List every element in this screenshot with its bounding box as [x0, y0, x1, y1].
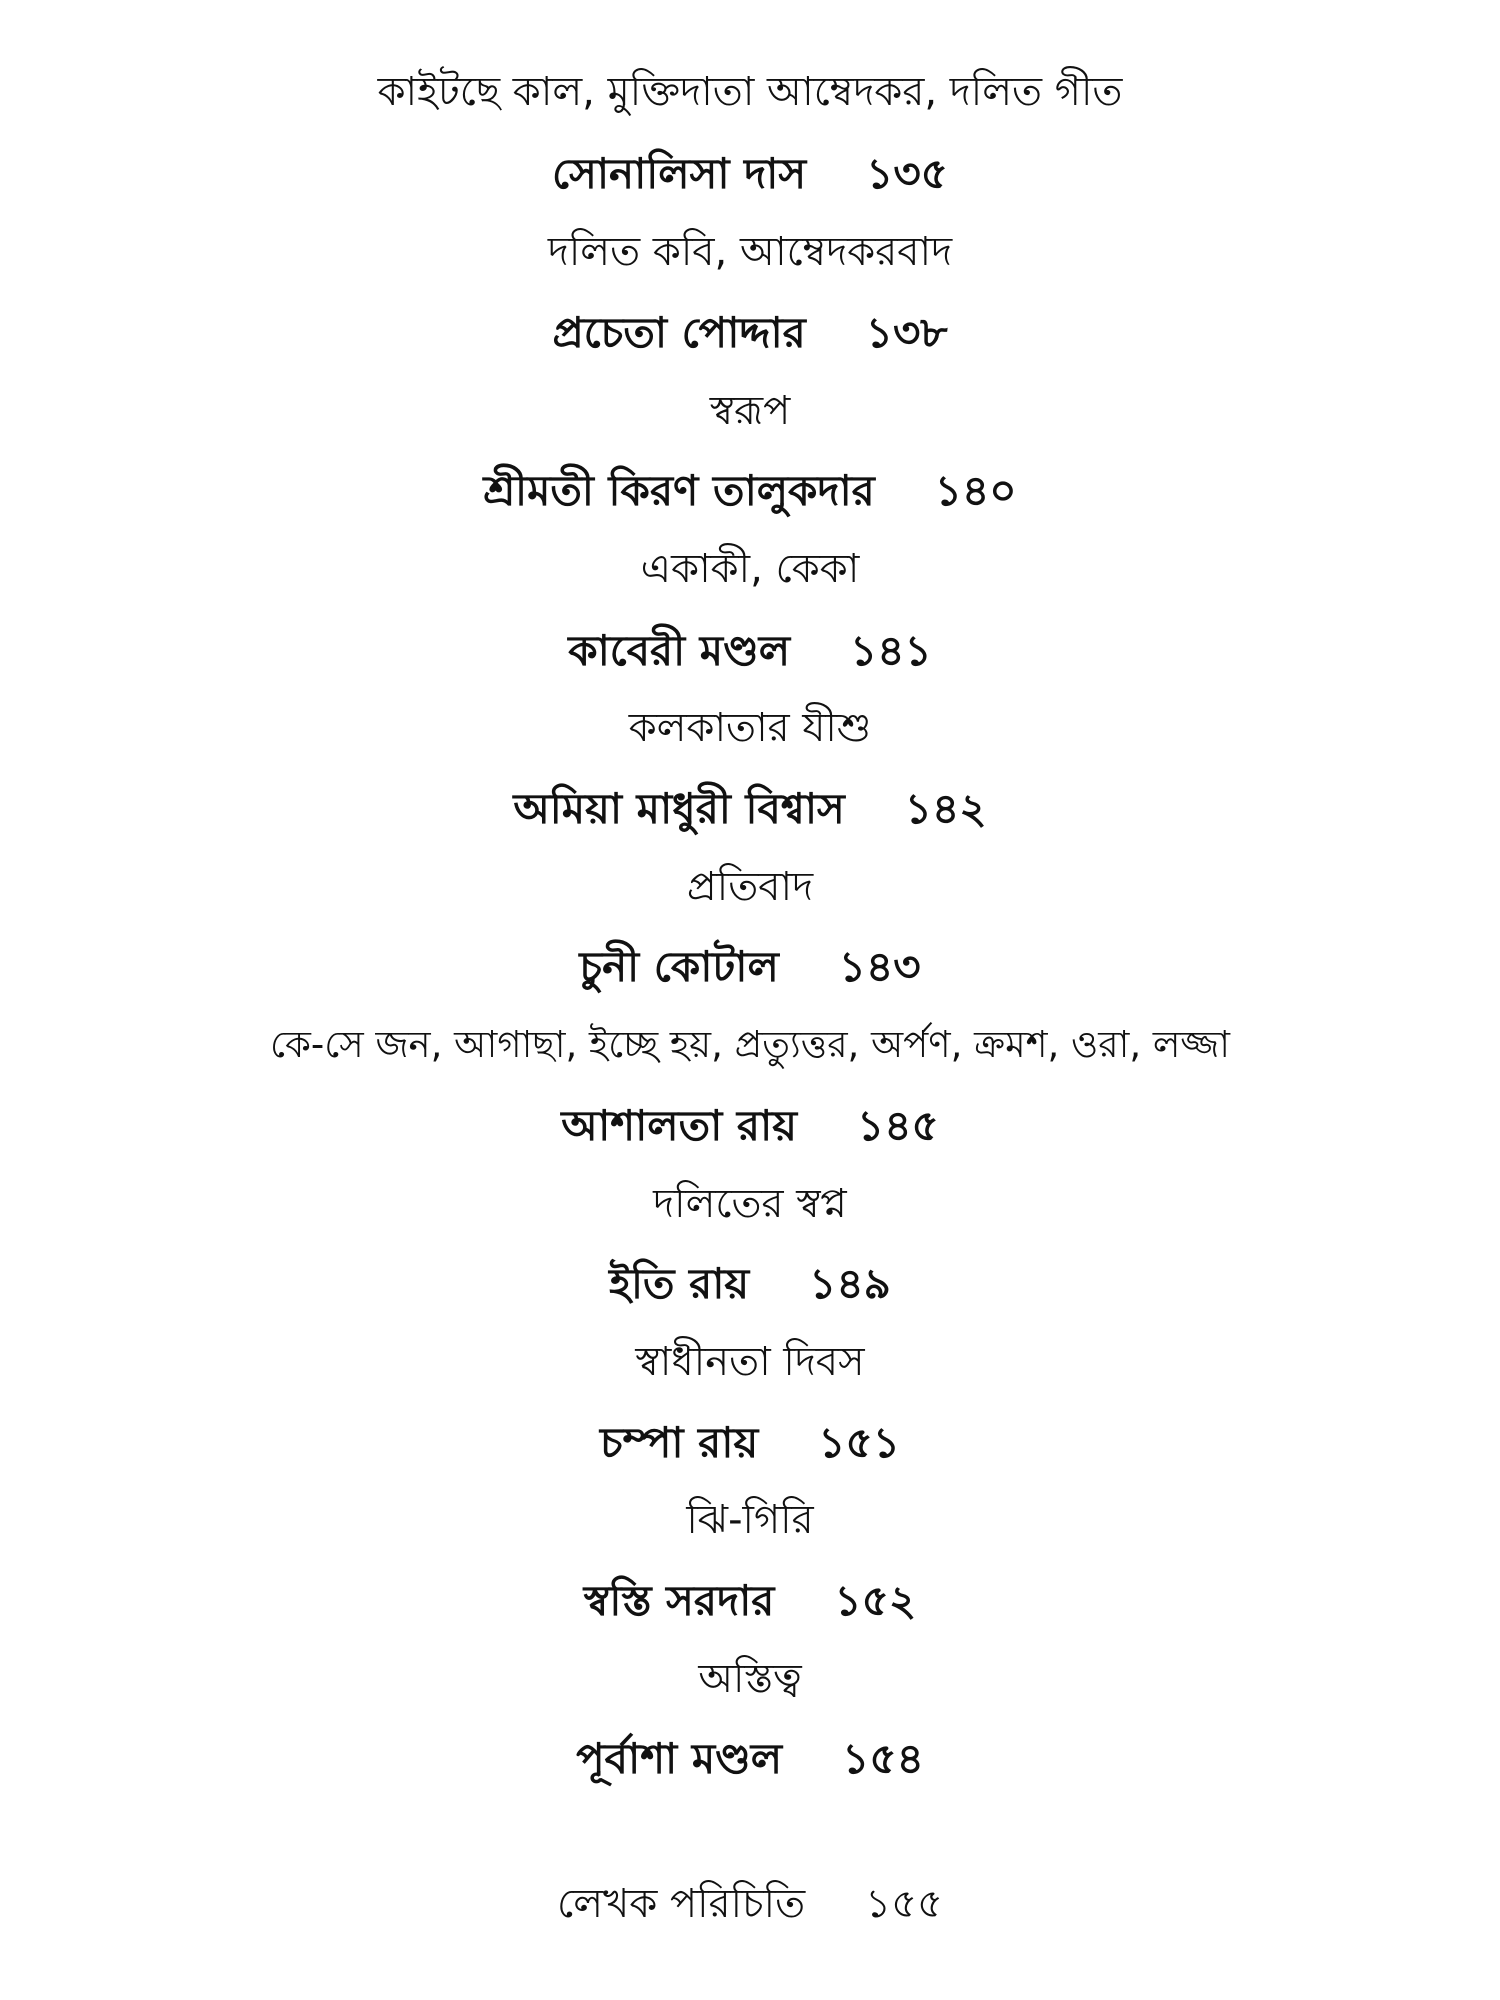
author-name: সোনালিসা দাস	[552, 149, 807, 198]
page-number: ১৩৮	[865, 308, 948, 357]
author-entry	[0, 1418, 1500, 1467]
author-entry	[0, 1734, 1500, 1783]
poem-titles-line	[0, 69, 1500, 115]
page-number: ১৪৫	[856, 1101, 939, 1150]
poem-titles-line	[0, 1023, 1500, 1066]
poem-titles: কে-সে জন, আগাছা, ইচ্ছে হয়, প্রত্যুত্তর, অর্পণ, ক্রমশ, ওরা, লজ্জা	[269, 1023, 1230, 1066]
poem-titles-line	[0, 229, 1500, 275]
author-entry	[0, 1576, 1500, 1625]
page-number: ১৪০	[934, 466, 1017, 515]
author-entry	[0, 308, 1500, 357]
poem-titles-line	[0, 1497, 1500, 1543]
poem-titles: প্রতিবাদ	[686, 864, 814, 910]
author-entry	[0, 784, 1500, 833]
page-number: ১৪২	[904, 784, 987, 833]
author-entry	[0, 1101, 1500, 1150]
poem-titles-line	[0, 388, 1500, 434]
author-name: ইতি রায়	[609, 1259, 750, 1308]
author-name: প্রচেতা পোদ্দার	[552, 308, 806, 357]
author-entry	[0, 1259, 1500, 1308]
author-entry	[0, 626, 1500, 675]
poem-titles: ঝি-গিরি	[686, 1497, 814, 1543]
poem-titles-line	[0, 864, 1500, 910]
poem-titles-line	[0, 1339, 1500, 1385]
author-entry	[0, 466, 1500, 515]
page-number: ১৫৫	[865, 1881, 943, 1927]
page-number: ১৪৯	[809, 1259, 891, 1308]
page-number: ১৪১	[850, 626, 932, 675]
author-name: কাবেরী মণ্ডল	[568, 626, 791, 675]
poem-titles: দলিতের স্বপ্ন	[653, 1181, 847, 1227]
page-number: ১৩৫	[866, 149, 948, 198]
poem-titles: দলিত কবি, আম্বেদকরবাদ	[547, 229, 953, 275]
contributors-label: লেখক পরিচিতি	[557, 1881, 806, 1927]
poem-titles-line	[0, 705, 1500, 751]
poem-titles: কলকাতার যীশু	[628, 705, 872, 751]
page-number: ১৫৪	[842, 1734, 924, 1783]
author-name: আশালতা রায়	[561, 1101, 797, 1150]
author-name: চম্পা রায়	[600, 1418, 759, 1467]
page-number: ১৪৩	[838, 942, 921, 991]
author-name: অমিয়া মাধুরী বিশ্বাস	[513, 784, 845, 833]
author-name: স্বস্তি সরদার	[583, 1576, 775, 1625]
poem-titles-line	[0, 1656, 1500, 1702]
poem-titles: কাইটছে কাল, মুক্তিদাতা আম্বেদকর, দলিত গীত	[377, 69, 1123, 115]
author-name: পূর্বাশা মণ্ডল	[576, 1734, 783, 1783]
poem-titles: একাকী, কেকা	[640, 546, 860, 592]
author-name: শ্রীমতী কিরণ তালুকদার	[483, 466, 875, 515]
author-name: চুনী কোটাল	[579, 942, 779, 991]
author-entry	[0, 149, 1500, 198]
poem-titles-line	[0, 1181, 1500, 1227]
poem-titles: স্বরূপ	[709, 388, 791, 434]
page-number: ১৫২	[834, 1576, 917, 1625]
poem-titles: স্বাধীনতা দিবস	[635, 1339, 865, 1385]
page-number: ১৫১	[818, 1418, 900, 1467]
contributors-entry	[0, 1881, 1500, 1927]
author-entry	[0, 942, 1500, 991]
poem-titles-line	[0, 546, 1500, 592]
poem-titles: অস্তিত্ব	[698, 1656, 802, 1702]
